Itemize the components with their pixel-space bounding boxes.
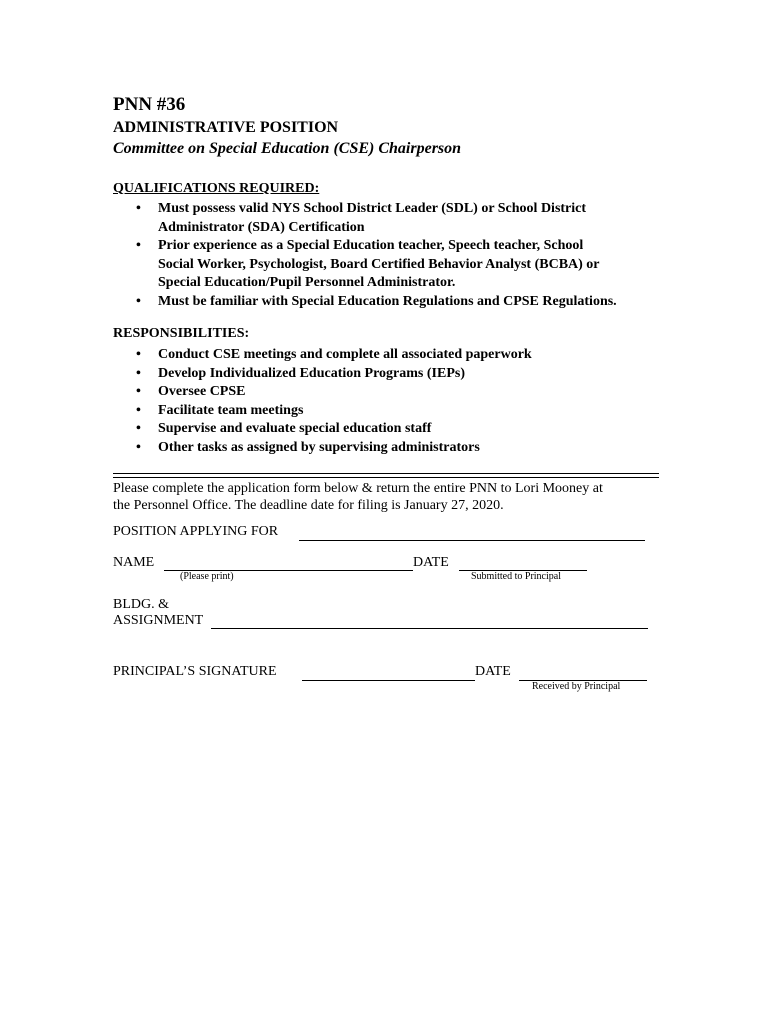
position-type-title: ADMINISTRATIVE POSITION: [113, 119, 339, 136]
instructions-line: the Personnel Office. The deadline date for filing is January 27, 2020.: [113, 498, 504, 513]
qualification-line: Must be familiar with Special Education Regulations and CPSE Regulations.: [158, 293, 617, 309]
bullet-icon: •: [136, 421, 141, 436]
qualifications-list: [113, 200, 673, 311]
qualification-line: Social Worker, Psychologist, Board Certified Behavior Analyst (BCBA) or: [158, 256, 600, 272]
bullet-icon: •: [136, 402, 141, 418]
assignment-label: ASSIGNMENT: [113, 613, 204, 628]
instructions-line: Please complete the application form below & return the entire PNN to Lori Mooney at: [113, 481, 603, 496]
section-divider: [113, 477, 659, 478]
list-item: [113, 200, 673, 237]
qualification-line: Must possess valid NYS School District Leader (SDL) or School District: [158, 201, 587, 216]
list-item: [113, 293, 673, 312]
position-label: POSITION APPLYING FOR: [113, 524, 279, 539]
principal-signature-field[interactable]: [302, 680, 475, 681]
responsibility-text: Other tasks as assigned by supervising administrators: [158, 439, 480, 455]
principal-signature-label: PRINCIPAL’S SIGNATURE: [113, 664, 277, 679]
bullet-icon: •: [136, 384, 141, 399]
list-item: [113, 439, 673, 458]
date-received-label: DATE: [475, 664, 511, 679]
responsibilities-heading: RESPONSIBILITIES:: [113, 326, 250, 341]
bullet-icon: •: [136, 293, 141, 309]
bullet-icon: •: [136, 238, 141, 253]
responsibility-text: Develop Individualized Education Programs (IEPs): [158, 365, 465, 381]
qualifications-heading: QUALIFICATIONS REQUIRED:: [113, 181, 320, 196]
name-label: NAME: [113, 555, 155, 570]
name-note: (Please print): [180, 571, 234, 582]
qualification-line: Prior experience as a Special Education teacher, Speech teacher, School: [158, 238, 584, 253]
date-submitted-label: DATE: [413, 555, 449, 570]
instructions-paragraph: [113, 480, 663, 514]
position-subtitle: Committee on Special Education (CSE) Chairperson: [113, 140, 462, 157]
pnn-number: PNN #36: [113, 94, 186, 115]
bullet-icon: •: [136, 201, 141, 216]
responsibility-text: Facilitate team meetings: [158, 402, 304, 418]
position-field[interactable]: [299, 540, 645, 541]
qualification-line: Special Education/Pupil Personnel Administrator.: [158, 275, 456, 290]
assignment-field[interactable]: [211, 628, 648, 629]
list-item: [113, 383, 673, 402]
date-received-note: Received by Principal: [532, 681, 621, 692]
list-item: [113, 402, 673, 421]
list-item: [113, 365, 673, 384]
qualification-line: Administrator (SDA) Certification: [158, 219, 365, 235]
bullet-icon: •: [136, 439, 141, 455]
section-divider: [113, 473, 659, 474]
responsibility-text: Oversee CPSE: [158, 384, 246, 399]
list-item: [113, 420, 673, 439]
bldg-label: BLDG. &: [113, 597, 169, 612]
list-item: [113, 237, 673, 293]
date-submitted-note: Submitted to Principal: [471, 571, 561, 582]
responsibilities-list: [113, 346, 673, 457]
bullet-icon: •: [136, 365, 141, 381]
responsibility-text: Conduct CSE meetings and complete all associated paperwork: [158, 347, 532, 362]
list-item: [113, 346, 673, 365]
responsibility-text: Supervise and evaluate special education staff: [158, 421, 432, 436]
bullet-icon: •: [136, 347, 141, 362]
